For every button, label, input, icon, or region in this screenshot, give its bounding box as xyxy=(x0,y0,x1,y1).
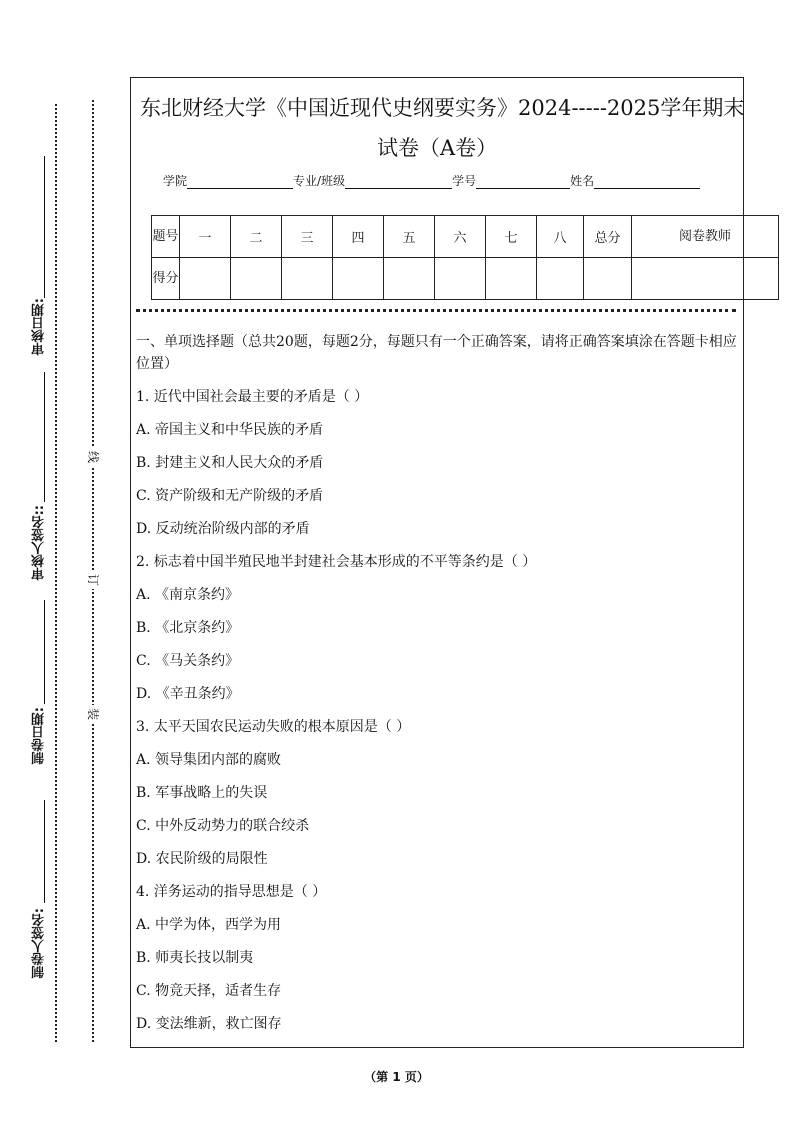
score-cell[interactable] xyxy=(632,258,779,300)
q2-option-d: D. 《辛丑条约》 xyxy=(136,686,240,702)
score-cell[interactable] xyxy=(486,258,537,300)
score-cell[interactable] xyxy=(384,258,435,300)
col-2: 二 xyxy=(231,216,282,258)
col-7: 七 xyxy=(486,216,537,258)
maker-signature-line xyxy=(44,800,45,903)
col-3: 三 xyxy=(282,216,333,258)
q1-option-d: D. 反动统治阶级内部的矛盾 xyxy=(136,521,310,537)
score-table-header-row xyxy=(152,216,779,258)
question-2: 2. 标志着中国半殖民地半封建社会基本形成的不平等条约是（ ） xyxy=(136,554,537,570)
q1-option-a: A. 帝国主义和中华民族的矛盾 xyxy=(136,422,324,438)
q4-option-c: C. 物竞天择，适者生存 xyxy=(136,983,282,999)
college-field[interactable] xyxy=(187,174,293,189)
student-id-label: 学号 xyxy=(452,174,477,188)
binding-char-bind: 装 xyxy=(85,705,101,723)
binding-char-line: 线 xyxy=(85,448,101,466)
score-table xyxy=(151,215,779,300)
q4-option-d: D. 变法维新，救亡图存 xyxy=(136,1016,282,1032)
q4-option-b: B. 师夷长技以制夷 xyxy=(136,950,254,966)
q2-option-c: C. 《马关条约》 xyxy=(136,653,240,669)
question-4: 4. 洋务运动的指导思想是（ ） xyxy=(136,884,327,900)
major-class-label: 专业/班级 xyxy=(293,174,346,188)
reviewer-signature-label: 审核人签名:: xyxy=(32,505,47,581)
major-class-field[interactable] xyxy=(345,174,452,189)
review-date-line xyxy=(44,156,45,298)
q1-option-b: B. 封建主义和人民大众的矛盾 xyxy=(136,455,324,471)
exam-content xyxy=(136,331,741,1044)
make-date-label: 制卷日期: xyxy=(32,707,47,765)
q4-option-a: A. 中学为体，西学为用 xyxy=(136,917,282,933)
name-field[interactable] xyxy=(594,174,700,189)
score-cell[interactable] xyxy=(231,258,282,300)
title-line-2: 试卷（A卷） xyxy=(377,136,498,160)
row-head-score: 得分 xyxy=(152,258,180,300)
student-id-field[interactable] xyxy=(476,174,570,189)
q3-option-d: D. 农民阶级的局限性 xyxy=(136,851,268,867)
section-1-title: 一、单项选择题（总共20题，每题2分，每题只有一个正确答案，请将正确答案填涂在答题卡相应位置） xyxy=(136,334,737,372)
q2-option-a: A. 《南京条约》 xyxy=(136,587,240,603)
reviewer-signature-line xyxy=(44,372,45,502)
col-1: 一 xyxy=(180,216,231,258)
maker-signature-label: 制卷人签名: xyxy=(32,908,47,979)
make-date-line xyxy=(44,600,45,704)
q2-option-b: B. 《北京条约》 xyxy=(136,620,240,636)
q3-option-a: A. 领导集团内部的腐败 xyxy=(136,752,282,768)
title-line-1: 东北财经大学《中国近现代史纲要实务》2024-----2025学年期末 xyxy=(140,96,745,120)
review-date-label: 审核日期: xyxy=(32,298,47,356)
student-info-row xyxy=(163,172,700,189)
col-total: 总分 xyxy=(584,216,632,258)
row-head-question-number: 题号 xyxy=(152,216,180,258)
question-1: 1. 近代中国社会最主要的矛盾是（ ） xyxy=(136,389,369,405)
q3-option-c: C. 中外反动势力的联合绞杀 xyxy=(136,818,310,834)
score-table-score-row xyxy=(152,258,779,300)
col-8: 八 xyxy=(537,216,584,258)
q3-option-b: B. 军事战略上的失误 xyxy=(136,785,268,801)
col-5: 五 xyxy=(384,216,435,258)
score-cell[interactable] xyxy=(180,258,231,300)
score-cell[interactable] xyxy=(537,258,584,300)
question-3: 3. 太平天国农民运动失败的根本原因是（ ） xyxy=(136,719,411,735)
score-cell[interactable] xyxy=(333,258,384,300)
binding-char-order: 订 xyxy=(85,571,101,589)
q1-option-c: C. 资产阶级和无产阶级的矛盾 xyxy=(136,488,324,504)
col-4: 四 xyxy=(333,216,384,258)
margin-dotted-line xyxy=(55,104,57,1042)
score-cell[interactable] xyxy=(435,258,486,300)
page-number: （第 1 页） xyxy=(364,1070,429,1084)
name-label: 姓名 xyxy=(570,174,595,188)
col-grader: 阅卷教师 xyxy=(632,216,779,258)
score-cell[interactable] xyxy=(282,258,333,300)
col-6: 六 xyxy=(435,216,486,258)
score-cell[interactable] xyxy=(584,258,632,300)
college-label: 学院 xyxy=(163,174,188,188)
dotted-separator xyxy=(136,309,736,312)
